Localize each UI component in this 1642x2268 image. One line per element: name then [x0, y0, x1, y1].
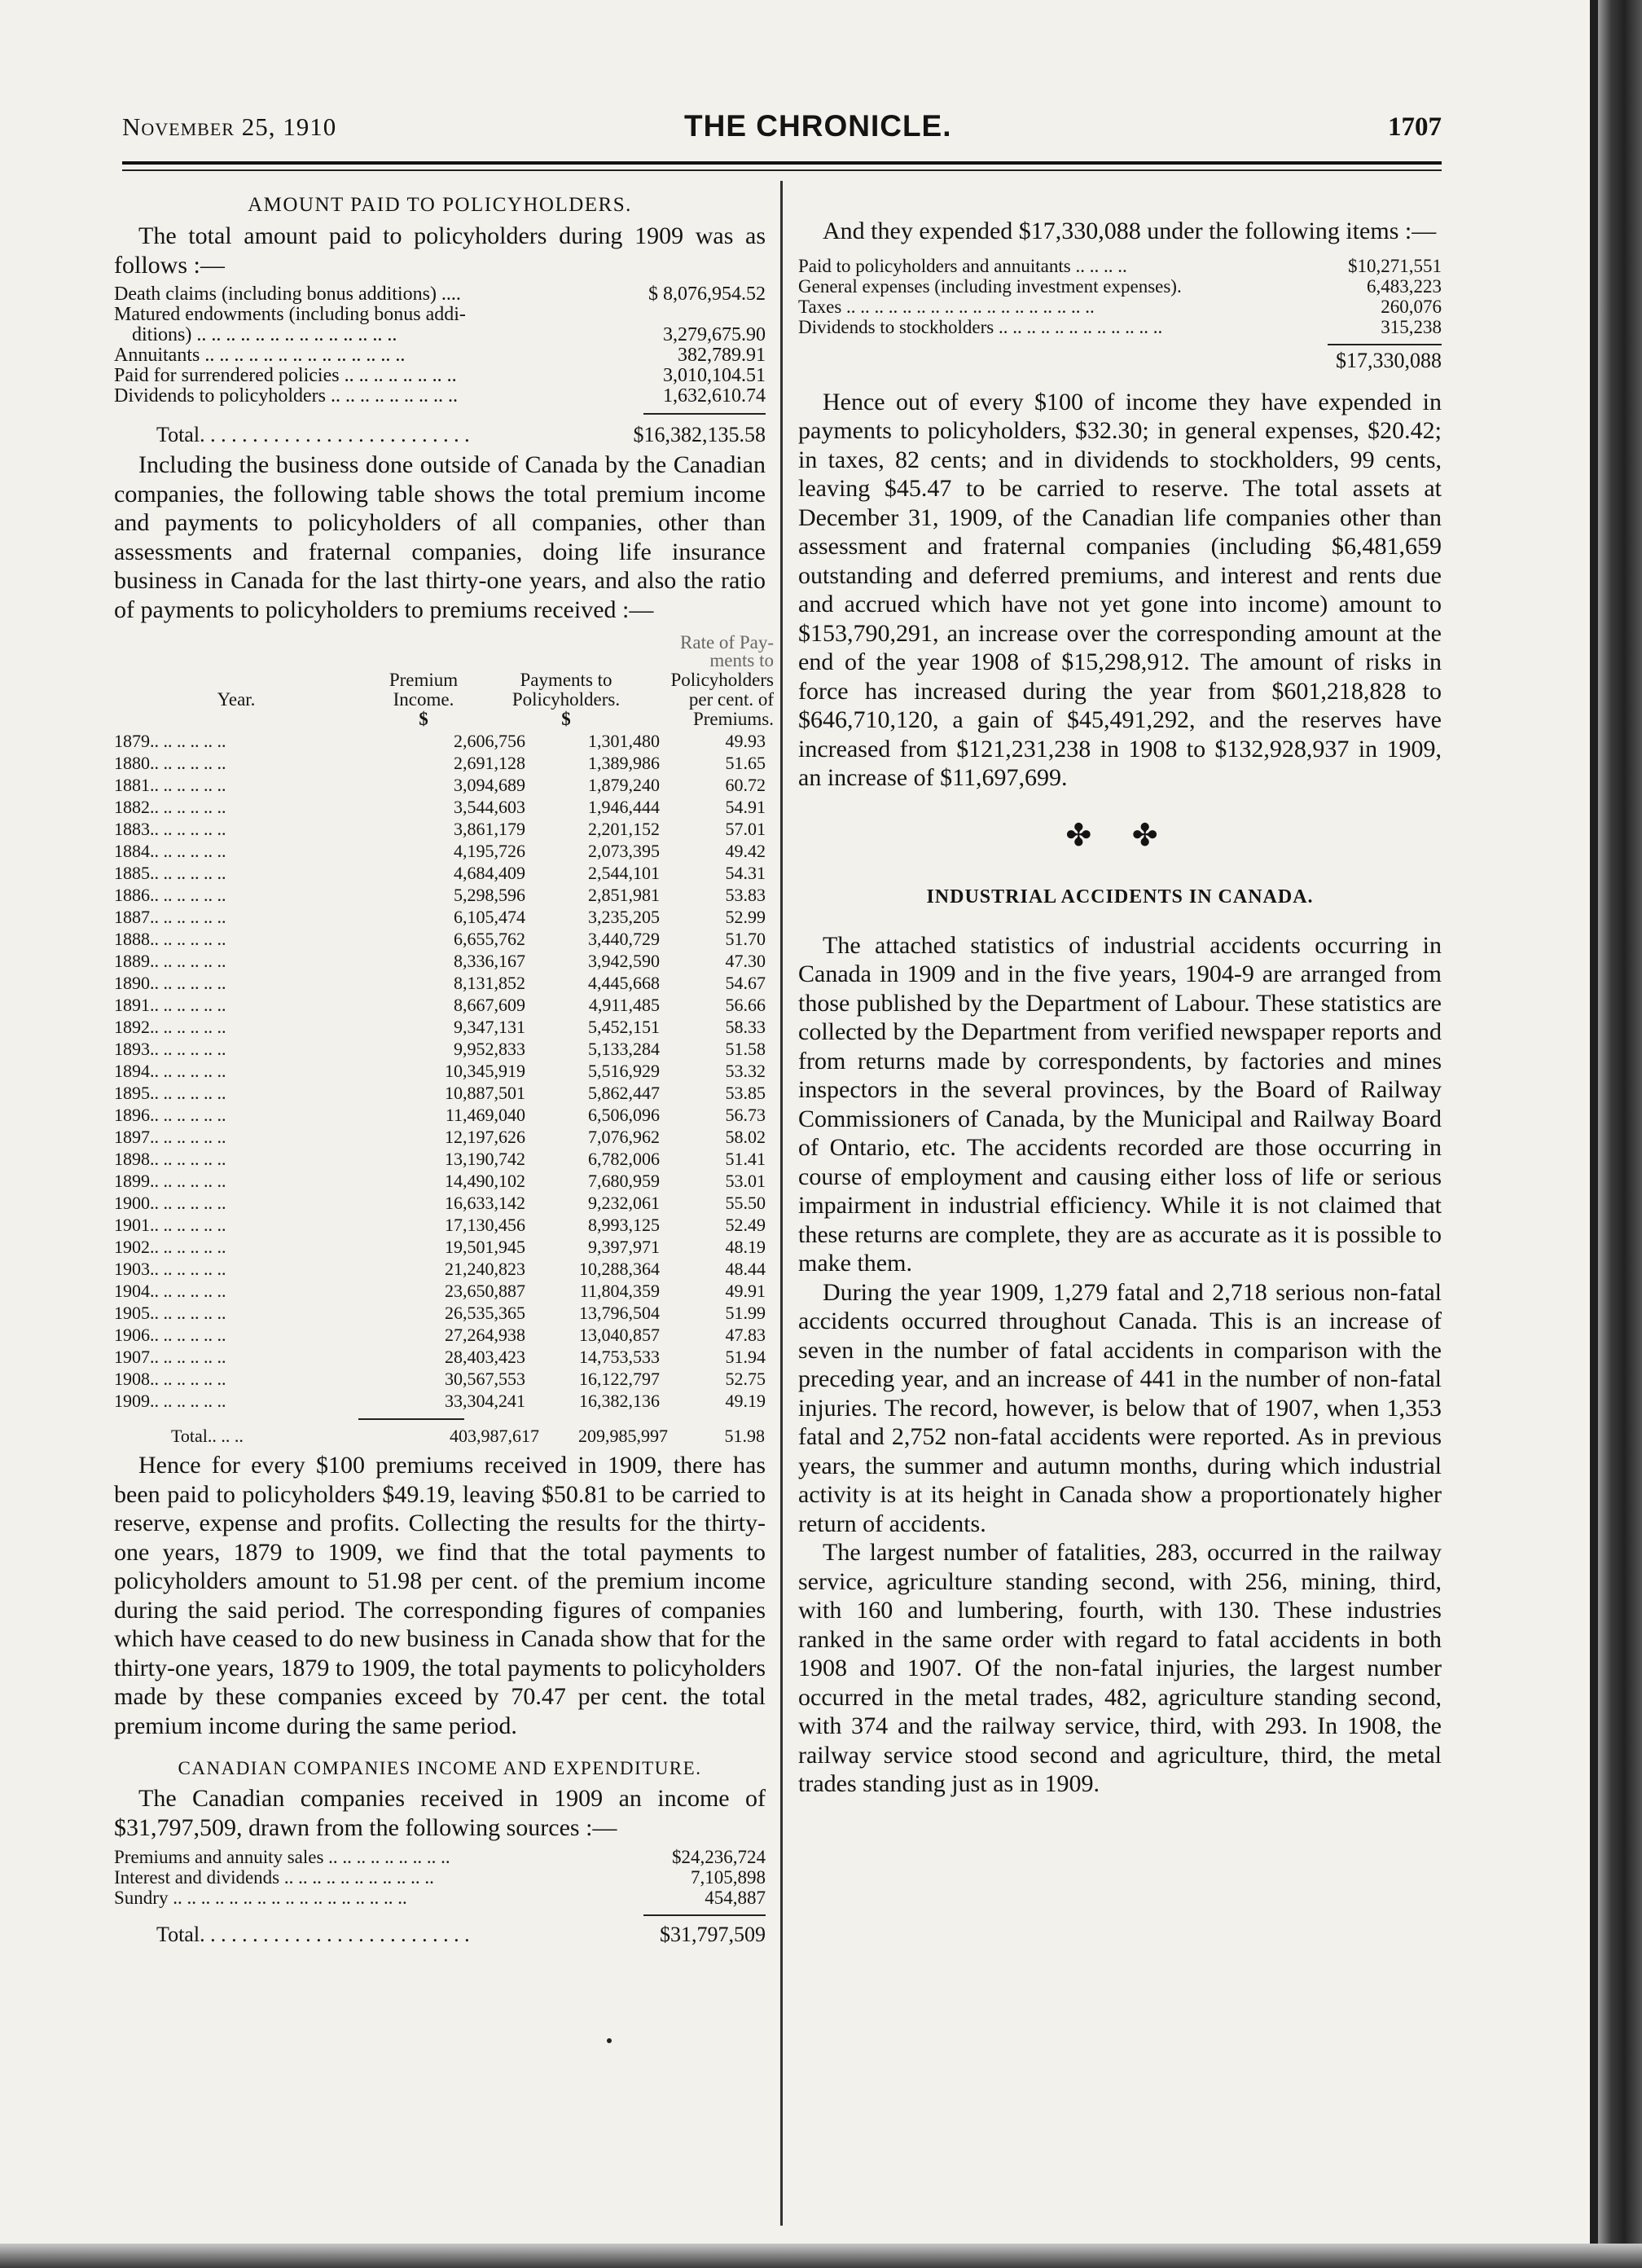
table-total-payments: 209,985,997	[578, 1426, 669, 1446]
table-year: 1903.. .. .. .. .. ..	[114, 1259, 226, 1279]
income-list	[114, 1847, 766, 1908]
premium-table-total	[114, 1425, 766, 1448]
table-payments: 13,796,504	[579, 1303, 660, 1323]
expenditure-total-line	[798, 349, 1442, 373]
table-ratio: 53.83	[725, 885, 766, 905]
table-income: 10,887,501	[445, 1083, 525, 1103]
table-total-rule	[358, 1418, 464, 1420]
table-ratio: 53.85	[725, 1083, 766, 1103]
table-income: 3,861,179	[454, 819, 525, 839]
table-income: 21,240,823	[445, 1259, 525, 1279]
header-ratio-line2: ments to	[709, 650, 774, 670]
table-payments: 6,782,006	[588, 1149, 660, 1169]
scan-binding-shadow	[1590, 0, 1598, 2268]
table-year: 1892.. .. .. .. .. ..	[114, 1017, 226, 1037]
table-ratio: 52.75	[725, 1369, 766, 1389]
table-row	[114, 994, 766, 1016]
table-payments: 5,452,151	[588, 1017, 660, 1037]
section-heading-industrial-accidents: INDUSTRIAL ACCIDENTS IN CANADA.	[926, 886, 1314, 908]
payment-item-label: Matured endowments (including bonus addi-	[114, 305, 466, 325]
table-ratio: 51.41	[725, 1149, 766, 1169]
table-year: 1898.. .. .. .. .. ..	[114, 1149, 226, 1169]
payment-item-label: Dividends to policyholders .. .. .. .. .. .. .. .. ..	[114, 386, 458, 407]
payment-item-label: Annuitants .. .. .. .. .. .. .. .. .. .. .. .. .. ..	[114, 345, 406, 366]
payment-item	[114, 325, 766, 345]
table-income: 8,131,852	[454, 973, 525, 993]
table-payments: 11,804,359	[579, 1281, 660, 1301]
table-year: 1902.. .. .. .. .. ..	[114, 1237, 226, 1257]
table-total-row: Total.. .. .. 403,987,617 209,985,997 51.98	[171, 1426, 765, 1446]
table-row	[114, 862, 766, 884]
table-income: 3,094,689	[454, 775, 525, 795]
table-year: 1909.. .. .. .. .. ..	[114, 1391, 226, 1411]
table-year: 1908.. .. .. .. .. ..	[114, 1369, 226, 1389]
table-income: 27,264,938	[445, 1325, 525, 1345]
table-income: 26,535,365	[445, 1303, 525, 1323]
income-item-amount: 7,105,898	[691, 1867, 766, 1888]
table-ratio: 53.01	[725, 1171, 766, 1191]
table-year: 1894.. .. .. .. .. ..	[114, 1061, 226, 1081]
premium-analysis-paragraph: Hence for every $100 premiums received in 1909, there has been paid to policyholders $49.19, leaving $50.81 to be carried to reserve, expense and profits. Collecting the results for the thirty-one years, 1879 to 1909, we find that the total payments to policyholders amount to 51.98 per cent. of the premium income during the said period. The corresponding figures of companies which have ceased to do new business in Canada show that for the thirty-one years, 1879 to 1909, the total payments to policyholders made by these companies exceed by 70.47 per cent. the total premium income during the same period.	[114, 1452, 766, 1739]
table-payments: 4,445,668	[588, 973, 660, 993]
table-year: 1879.. .. .. .. .. ..	[114, 731, 226, 751]
page-number: 1707	[1388, 112, 1442, 142]
table-payments: 1,389,986	[588, 753, 660, 773]
table-payments: 16,382,136	[579, 1391, 660, 1411]
section-ornament: ✤ ✤	[1065, 818, 1174, 853]
income-total-line	[114, 1923, 766, 1947]
table-row	[114, 1082, 766, 1104]
table-payments: 7,680,959	[588, 1171, 660, 1191]
payment-item	[114, 345, 766, 366]
table-income: 6,105,474	[454, 907, 525, 927]
header-premium-line1: Premium	[389, 670, 459, 690]
table-row	[114, 1170, 766, 1192]
expenditure-item	[798, 256, 1442, 276]
table-income: 2,691,128	[454, 753, 525, 773]
table-ratio: 57.01	[725, 819, 766, 839]
table-income: 6,655,762	[454, 929, 525, 949]
payment-item-label: ditions) .. .. .. .. .. .. .. .. .. .. .. .. .. ..	[132, 325, 397, 345]
income-intro: The Canadian companies received in 1909 an income of $31,797,509, drawn from the following sources :—	[114, 1785, 766, 1841]
table-year: 1904.. .. .. .. .. ..	[114, 1281, 226, 1301]
table-ratio: 49.19	[725, 1391, 766, 1411]
table-year: 1890.. .. .. .. .. ..	[114, 973, 226, 993]
table-ratio: 49.93	[725, 731, 766, 751]
amount-paid-intro: The total amount paid to policyholders during 1909 was as follows :—	[114, 222, 766, 279]
accidents-paragraph-3: The largest number of fatalities, 283, occurred in the railway service, agriculture standing second, with 256, mining, third, with 160 and lumbering, fourth, with 130. These industries ranked in the same order with regard to fatal accidents in both 1908 and 1907. Of the non-fatal injuries, the largest number occurred in the metal trades, 482, agriculture standing second, with 374 and the railway service, third, with 293. In 1908, the railway service stood second and agriculture, third, the metal trades standing just as in 1909.	[798, 1539, 1442, 1797]
table-ratio: 48.44	[725, 1259, 766, 1279]
header-ratio-line5: Premiums.	[692, 709, 774, 729]
table-ratio: 47.83	[725, 1325, 766, 1345]
payment-item	[114, 386, 766, 407]
table-ratio: 52.99	[725, 907, 766, 927]
expenditure-item-label: Dividends to stockholders .. .. .. .. .. .. .. .. .. .. .. ..	[798, 316, 1163, 337]
expenditure-item	[798, 276, 1442, 297]
table-row	[114, 1280, 766, 1302]
table-row	[114, 950, 766, 972]
table-year: 1907.. .. .. .. .. ..	[114, 1347, 226, 1367]
table-row	[114, 1302, 766, 1324]
header-ratio-line4: per cent. of	[688, 689, 774, 710]
table-year: 1883.. .. .. .. .. ..	[114, 819, 226, 839]
table-ratio: 51.65	[725, 753, 766, 773]
income-item-label: Premiums and annuity sales .. .. .. .. .. .. .. .. ..	[114, 1847, 450, 1867]
expenditure-item-amount: 260,076	[1381, 296, 1442, 317]
table-row	[114, 752, 766, 774]
table-ratio: 55.50	[725, 1193, 766, 1213]
table-row	[114, 1258, 766, 1280]
payments-total-label: Total	[156, 423, 200, 446]
income-total-amount: $31,797,509	[660, 1923, 766, 1946]
table-income: 23,650,887	[445, 1281, 525, 1301]
table-year: 1881.. .. .. .. .. ..	[114, 775, 226, 795]
table-ratio: 51.58	[725, 1039, 766, 1059]
header-ratio-line3: Policyholders	[670, 670, 774, 690]
section-heading-income-expenditure: CANADIAN COMPANIES INCOME AND EXPENDITURE.	[178, 1758, 702, 1778]
right-column	[798, 187, 1442, 1799]
table-income: 33,304,241	[445, 1391, 525, 1411]
table-income: 8,336,167	[454, 951, 525, 971]
table-income: 16,633,142	[445, 1193, 525, 1213]
header-premium-line2: Income.	[393, 689, 454, 710]
table-payments: 16,122,797	[579, 1369, 660, 1389]
table-row	[114, 928, 766, 950]
header-rule-thin	[122, 169, 1442, 171]
table-row	[114, 1214, 766, 1236]
expenditure-item	[798, 297, 1442, 317]
table-ratio: 48.19	[725, 1237, 766, 1257]
table-row	[114, 1148, 766, 1170]
table-ratio: 58.33	[725, 1017, 766, 1037]
table-ratio: 56.73	[725, 1105, 766, 1125]
income-item-amount: $24,236,724	[672, 1847, 766, 1867]
table-income: 28,403,423	[445, 1347, 525, 1367]
header-premium-unit: $	[419, 709, 428, 729]
section-heading-amount-paid: AMOUNT PAID TO POLICYHOLDERS.	[248, 194, 632, 216]
table-ratio: 60.72	[725, 775, 766, 795]
table-payments: 1,301,480	[588, 731, 660, 751]
table-row	[114, 1324, 766, 1346]
premium-table-header	[114, 624, 774, 730]
table-ratio: 56.66	[725, 995, 766, 1015]
table-payments: 1,879,240	[588, 775, 660, 795]
payment-item	[114, 305, 766, 325]
table-ratio: 47.30	[725, 951, 766, 971]
table-income: 4,195,726	[454, 841, 525, 861]
header-payments-unit: $	[561, 709, 571, 729]
table-payments: 8,993,125	[588, 1215, 660, 1235]
table-year: 1880.. .. .. .. .. ..	[114, 753, 226, 773]
table-income: 4,684,409	[454, 863, 525, 883]
table-ratio: 54.91	[725, 797, 766, 817]
table-income: 9,952,833	[454, 1039, 525, 1059]
payment-item-amount: 3,279,675.90	[663, 324, 766, 345]
table-row	[114, 884, 766, 906]
table-payments: 4,911,485	[588, 995, 660, 1015]
table-ratio: 54.31	[725, 863, 766, 883]
scan-page-edge	[1598, 0, 1642, 2268]
table-income: 9,347,131	[454, 1017, 525, 1037]
table-row	[114, 1104, 766, 1126]
table-payments: 2,544,101	[588, 863, 660, 883]
premium-table-intro: Including the business done outside of Canada by the Canadian companies, the following table shows the total premium income and payments to policyholders of all companies, other than assessments and fraternal companies, doing life insurance business in Canada for the last thirty-one years, and also the ratio of payments to policyholders to premiums received :—	[114, 451, 766, 623]
table-payments: 1,946,444	[588, 797, 660, 817]
issue-date: November 25, 1910	[122, 112, 337, 141]
table-year: 1884.. .. .. .. .. ..	[114, 841, 226, 861]
column-divider	[780, 181, 783, 2226]
table-payments: 14,753,533	[579, 1347, 660, 1367]
table-year: 1895.. .. .. .. .. ..	[114, 1083, 226, 1103]
table-row	[114, 1038, 766, 1060]
payments-total-dots: . . . . . . . . . . . . . . . . . . . . . . . . . .	[200, 423, 470, 446]
expenditure-item	[798, 317, 1442, 337]
table-income: 12,197,626	[445, 1127, 525, 1147]
payment-item-amount: 1,632,610.74	[663, 385, 766, 407]
income-total-rule	[643, 1914, 766, 1916]
table-payments: 5,133,284	[588, 1039, 660, 1059]
table-year: 1882.. .. .. .. .. ..	[114, 797, 226, 817]
header-payments-line2: Policyholders.	[511, 689, 621, 710]
header-year: Year.	[217, 689, 256, 710]
table-payments: 3,942,590	[588, 951, 660, 971]
table-payments: 3,235,205	[588, 907, 660, 927]
table-income: 14,490,102	[445, 1171, 525, 1191]
payments-list	[114, 284, 766, 407]
table-row	[114, 906, 766, 928]
table-income: 19,501,945	[445, 1237, 525, 1257]
table-payments: 6,506,096	[588, 1105, 660, 1125]
table-payments: 9,232,061	[588, 1193, 660, 1213]
table-income: 30,567,553	[445, 1369, 525, 1389]
expenditure-item-label: Taxes .. .. .. .. .. .. .. .. .. .. .. .. .. .. .. .. .. ..	[798, 296, 1095, 317]
table-ratio: 51.70	[725, 929, 766, 949]
table-year: 1891.. .. .. .. .. ..	[114, 995, 226, 1015]
payment-item-amount: 382,789.91	[678, 345, 766, 366]
expenditure-item-amount: 6,483,223	[1367, 275, 1442, 297]
payments-total-rule	[643, 413, 766, 415]
table-payments: 13,040,857	[579, 1325, 660, 1345]
table-ratio: 54.67	[725, 973, 766, 993]
table-income: 3,544,603	[454, 797, 525, 817]
table-year: 1886.. .. .. .. .. ..	[114, 885, 226, 905]
payments-total-amount: $16,382,135.58	[633, 423, 766, 446]
table-income: 2,606,756	[454, 731, 525, 751]
payments-total-line	[114, 423, 766, 447]
table-row	[114, 1346, 766, 1368]
header-ratio-line1: Rate of Pay-	[680, 632, 774, 653]
expenditure-analysis-paragraph: Hence out of every $100 of income they have expended in payments to policyholders, $32.30; in general expenses, $20.42; in taxes, 82 cents; and in dividends to stockholders, 99 cents, leaving $45.47 to be carried to reserve. The total assets at December 31, 1909, of the Canadian life companies other than assessment and fraternal companies (including $6,481,659 outstanding and deferred premiums, and interest and rents due and accrued which have not yet gone into income) amount to $153,790,291, an increase over the corresponding amount at the end of the year 1908 of $15,298,912. The amount of risks in force has increased during the year from $601,218,828 to $646,710,120, a gain of $45,491,292, and the reserves have increased from $121,231,238 in 1908 to $132,928,937 in 1909, an increase of $11,697,699.	[798, 388, 1442, 791]
accidents-paragraph-2: During the year 1909, 1,279 fatal and 2,718 serious non-fatal accidents occurred throughout Canada. This is an increase of seven in the number of fatal accidents in comparison with the preceding year, and an increase of 441 in the number of non-fatal injuries. The record, however, is below that of 1907, when 1,353 fatal and 2,752 non-fatal accidents were reported. As in previous years, the summer and autumn months, during which industrial activity is at its height in Canada show a proportionately higher return of accidents.	[798, 1278, 1442, 1537]
table-row	[114, 1126, 766, 1148]
table-payments: 2,201,152	[588, 819, 660, 839]
payment-item-label: Paid for surrendered policies .. .. .. .. .. .. .. ..	[114, 366, 457, 386]
left-column	[114, 187, 774, 1947]
income-item-label: Sundry .. .. .. .. .. .. .. .. .. .. .. .. .. .. .. .. ..	[114, 1888, 407, 1908]
accidents-paragraph-1: The attached statistics of industrial accidents occurring in Canada in 1909 and in the five years, 1904-9 are arranged from those published by the Department of Labour. These statistics are collected by the Department from verified newspaper reports and from returns made by correspondents, by factories and mines inspectors in the several provinces, by the Board of Railway Commissioners of Canada, by the Municipal and Railway Board of Ontario, etc. The accidents recorded are those occurring in course of employment and causing either loss of life or serious impairment in industrial efficiency. While it is not claimed that these returns are complete, they are as accurate as it is possible to make them.	[798, 931, 1442, 1277]
income-item	[114, 1888, 766, 1908]
payment-item-amount: $ 8,076,954.52	[648, 284, 766, 305]
table-row	[114, 1236, 766, 1258]
table-year: 1887.. .. .. .. .. ..	[114, 907, 226, 927]
table-row	[114, 1060, 766, 1082]
table-ratio: 49.42	[725, 841, 766, 861]
header-rule-thick	[122, 161, 1442, 165]
table-ratio: 49.91	[725, 1281, 766, 1301]
table-payments: 5,516,929	[588, 1061, 660, 1081]
table-payments: 3,440,729	[588, 929, 660, 949]
table-year: 1901.. .. .. .. .. ..	[114, 1215, 226, 1235]
table-income: 5,298,596	[454, 885, 525, 905]
table-ratio: 51.99	[725, 1303, 766, 1323]
expenditure-item-amount: $10,271,551	[1348, 255, 1442, 276]
table-year: 1900.. .. .. .. .. ..	[114, 1193, 226, 1213]
income-item	[114, 1867, 766, 1888]
header-payments-line1: Payments to	[520, 670, 612, 690]
expenditure-item-amount: 315,238	[1381, 316, 1442, 337]
payment-item-amount: 3,010,104.51	[663, 365, 766, 386]
table-year: 1885.. .. .. .. .. ..	[114, 863, 226, 883]
table-income: 13,190,742	[445, 1149, 525, 1169]
table-total-label: Total	[171, 1426, 208, 1446]
table-ratio: 53.32	[725, 1061, 766, 1081]
table-year: 1893.. .. .. .. .. ..	[114, 1039, 226, 1059]
expenditure-total-amount: $17,330,088	[1336, 348, 1442, 372]
table-year: 1888.. .. .. .. .. ..	[114, 929, 226, 949]
table-income: 10,345,919	[445, 1061, 525, 1081]
table-row	[114, 1192, 766, 1214]
table-ratio: 58.02	[725, 1127, 766, 1147]
table-row	[114, 972, 766, 994]
table-year: 1896.. .. .. .. .. ..	[114, 1105, 226, 1125]
newspaper-page	[114, 106, 1450, 2240]
scan-bottom-edge	[0, 2244, 1642, 2268]
table-total-ratio: 51.98	[724, 1426, 765, 1446]
table-row	[114, 1368, 766, 1390]
table-row	[114, 774, 766, 796]
table-ratio: 52.49	[725, 1215, 766, 1235]
table-row	[114, 1390, 766, 1412]
table-year: 1905.. .. .. .. .. ..	[114, 1303, 226, 1323]
expenditure-item-label: General expenses (including investment expenses).	[798, 275, 1182, 297]
table-row	[114, 1016, 766, 1038]
income-item-amount: 454,887	[705, 1888, 766, 1908]
table-payments: 2,851,981	[588, 885, 660, 905]
expenditure-item-label: Paid to policyholders and annuitants .. .. .. ..	[798, 255, 1127, 276]
income-item-label: Interest and dividends .. .. .. .. .. .. .. .. .. .. ..	[114, 1867, 434, 1888]
table-income: 8,667,609	[454, 995, 525, 1015]
table-year: 1889.. .. .. .. .. ..	[114, 951, 226, 971]
income-total-label: Total	[156, 1923, 200, 1946]
table-row	[114, 840, 766, 862]
table-income: 11,469,040	[445, 1105, 525, 1125]
table-payments: 7,076,962	[588, 1127, 660, 1147]
table-payments: 2,073,395	[588, 841, 660, 861]
payment-item	[114, 366, 766, 386]
income-total-dots: . . . . . . . . . . . . . . . . . . . . . . . . . .	[200, 1923, 470, 1946]
table-row	[114, 818, 766, 840]
table-ratio: 51.94	[725, 1347, 766, 1367]
running-header	[114, 106, 1450, 152]
payment-item	[114, 284, 766, 305]
income-item	[114, 1847, 766, 1867]
table-payments: 5,862,447	[588, 1083, 660, 1103]
table-income: 17,130,456	[445, 1215, 525, 1235]
payment-item-label: Death claims (including bonus additions) ....	[114, 284, 461, 305]
expenditure-intro: And they expended $17,330,088 under the following items :—	[823, 218, 1437, 244]
publication-title: THE CHRONICLE.	[684, 109, 952, 143]
table-year: 1906.. .. .. .. .. ..	[114, 1325, 226, 1345]
table-total-income: 403,987,617	[449, 1426, 539, 1446]
premium-table	[114, 730, 766, 1412]
table-year: 1897.. .. .. .. .. ..	[114, 1127, 226, 1147]
table-year: 1899.. .. .. .. .. ..	[114, 1171, 226, 1191]
table-payments: 10,288,364	[579, 1259, 660, 1279]
premium-table-body	[114, 730, 766, 1412]
expenditure-total-rule	[1328, 344, 1442, 345]
expenditure-list	[798, 256, 1442, 337]
ink-speck	[607, 2038, 612, 2043]
table-row	[114, 730, 766, 752]
table-row	[114, 796, 766, 818]
table-payments: 9,397,971	[588, 1237, 660, 1257]
